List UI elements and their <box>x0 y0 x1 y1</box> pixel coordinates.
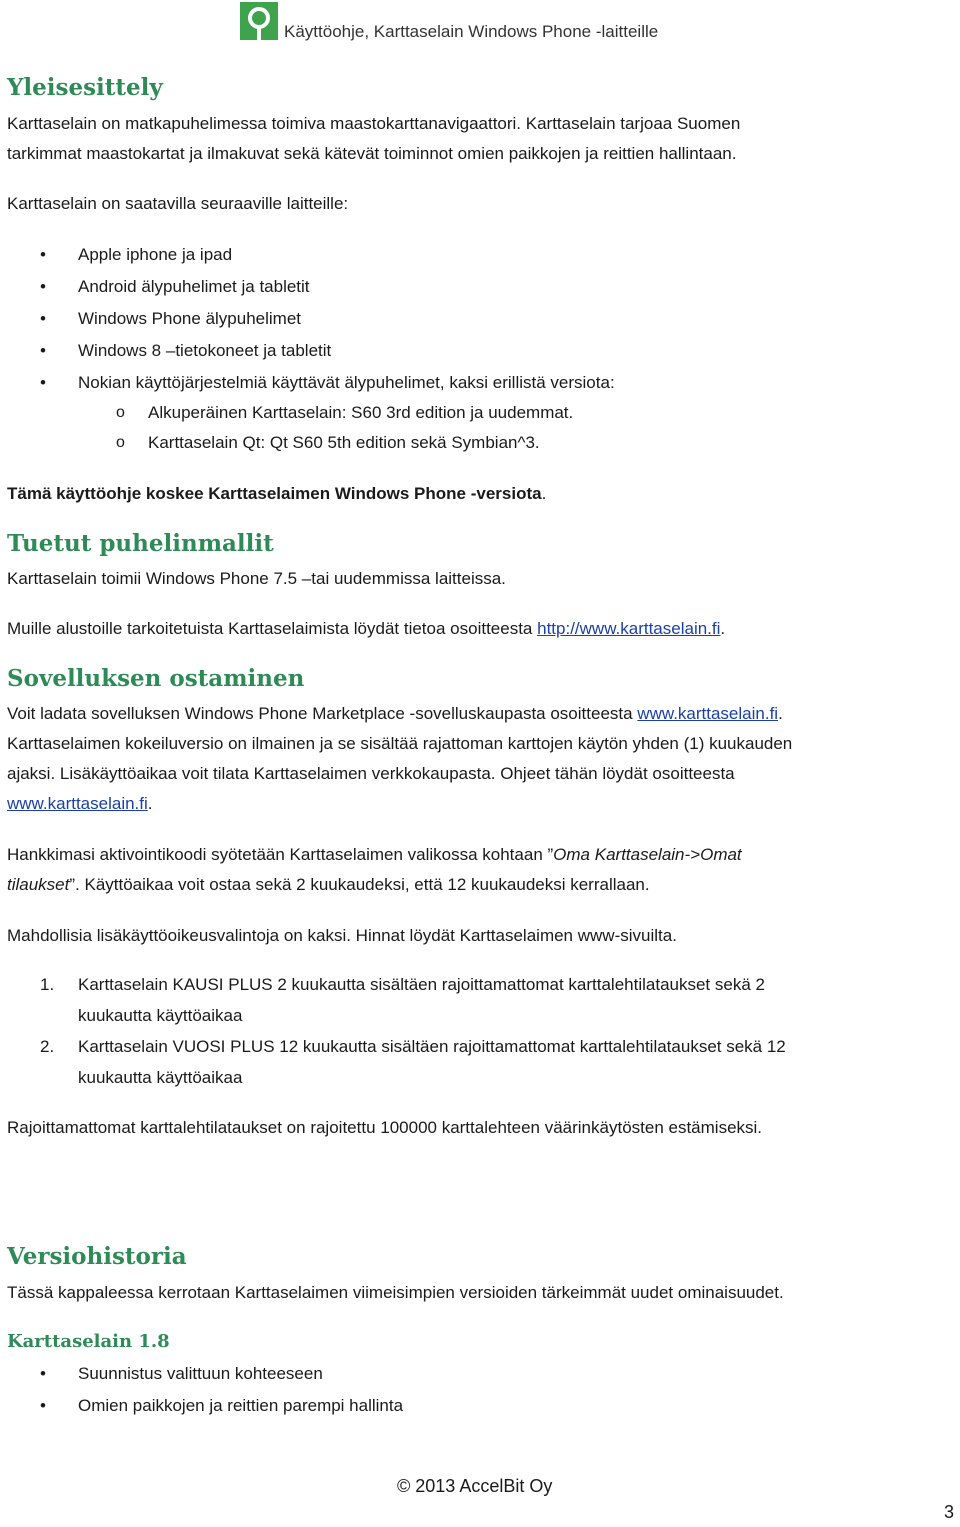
purchase-line-4 <box>7 789 153 819</box>
supported-line-2-end: . <box>720 619 726 638</box>
activation-line-1-italic: Oma Karttaselain->Omat <box>553 845 742 864</box>
option-number: 1. <box>40 975 55 994</box>
list-item <box>0 272 960 302</box>
history-intro: Tässä kappaleessa kerrotaan Karttaselaimen viimeisimpien versioiden tärkeimmät uudet ominaisuudet. <box>7 1283 784 1302</box>
list-item <box>0 240 960 270</box>
availability-paragraph: Karttaselain on saatavilla seuraaville laitteille: <box>7 194 349 213</box>
bullet-icon: • <box>40 309 46 328</box>
purchase-line-1-end: . <box>778 704 783 723</box>
list-item <box>0 1359 960 1389</box>
feature-label: Omien paikkojen ja reittien parempi hallinta <box>78 1396 404 1415</box>
karttaselain-url-link[interactable]: http://www.karttaselain.fi <box>537 619 721 638</box>
device-list <box>0 240 960 460</box>
header <box>0 0 960 50</box>
list-item <box>0 1032 960 1094</box>
device-item-label: Nokian käyttöjärjestelmiä käyttävät älypuhelimet, kaksi erillistä versiota: <box>78 373 615 392</box>
sub-bullet-icon: o <box>116 404 125 421</box>
header-title: Käyttöohje, Karttaselain Windows Phone -laitteille <box>284 22 659 41</box>
limit-note: Rajoittamattomat karttalehtilataukset on rajoitettu 100000 karttalehteen väärinkäytösten estämiseksi. <box>7 1118 763 1137</box>
activation-line-1 <box>7 840 742 870</box>
option-line-2: kuukautta käyttöaikaa <box>78 1068 243 1087</box>
heading-versiohistoria: Versiohistoria <box>7 1243 187 1270</box>
device-item-label: Windows 8 –tietokoneet ja tabletit <box>78 341 332 360</box>
option-line-1: Karttaselain VUOSI PLUS 12 kuukautta sisältäen rajoittamattomat karttalehtilataukset sekä 12 <box>78 1037 786 1056</box>
list-item <box>0 1391 960 1421</box>
options-list <box>0 970 960 1095</box>
scope-note-bold: Tämä käyttöohje koskee Karttaselaimen Windows Phone -versiota <box>7 484 542 503</box>
list-item <box>0 304 960 334</box>
feature-label: Suunnistus valittuun kohteeseen <box>78 1364 323 1383</box>
heading-tuetut-puhelinmallit: Tuetut puhelinmallit <box>7 530 274 557</box>
list-item <box>0 428 960 458</box>
device-item-label: Windows Phone älypuhelimet <box>78 309 302 328</box>
feature-list <box>0 1359 960 1423</box>
purchase-line-2: Karttaselaimen kokeiluversio on ilmainen ja se sisältää rajattoman karttojen käytön yhden (1) kuukauden <box>7 734 793 753</box>
scope-note <box>7 479 546 509</box>
bullet-icon: • <box>40 277 46 296</box>
intro-paragraph-line-1: Karttaselain on matkapuhelimessa toimiva maastokarttanavigaattori. Karttaselain tarjoaa Suomen <box>7 114 741 133</box>
purchase-line-4-end: . <box>147 794 153 813</box>
option-line-2: kuukautta käyttöaikaa <box>78 1006 243 1025</box>
heading-sovelluksen-ostaminen: Sovelluksen ostaminen <box>7 665 305 692</box>
supported-line-2-text: Muille alustoille tarkoitetuista Karttaselaimista löydät tietoa osoitteesta <box>7 619 538 638</box>
nokia-version-label: Alkuperäinen Karttaselain: S60 3rd edition ja uudemmat. <box>148 403 574 422</box>
supported-line-2 <box>7 614 725 644</box>
copyright: © 2013 AccelBit Oy <box>397 1476 553 1496</box>
activation-line-2-text: ”. Käyttöaikaa voit ostaa sekä 2 kuukaudeksi, että 12 kuukaudeksi kerrallaan. <box>69 875 650 894</box>
bullet-icon: • <box>40 245 46 264</box>
heading-yleisesittely: Yleisesittely <box>7 74 163 101</box>
list-item <box>0 970 960 1032</box>
scope-note-end: . <box>541 484 547 503</box>
option-number: 2. <box>40 1037 55 1056</box>
nokia-version-label: Karttaselain Qt: Qt S60 5th edition sekä Symbian^3. <box>148 433 540 452</box>
purchase-line-3: ajaksi. Lisäkäyttöaikaa voit tilata Karttaselaimen verkkokaupasta. Ohjeet tähän löydät osoitteesta <box>7 764 735 783</box>
activation-line-1-text: Hankkimasi aktivointikoodi syötetään Karttaselaimen valikossa kohtaan ” <box>7 845 554 864</box>
bullet-icon: • <box>40 373 46 392</box>
activation-line-2-italic: tilaukset <box>7 875 70 894</box>
option-line-1: Karttaselain KAUSI PLUS 2 kuukautta sisältäen rajoittamattomat karttalehtilataukset sekä 2 <box>78 975 765 994</box>
device-item-label: Android älypuhelimet ja tabletit <box>78 277 310 296</box>
intro-paragraph-line-2: tarkimmat maastokartat ja ilmakuvat sekä kätevät toiminnot omien paikkojen ja reittien hallintaan. <box>7 144 737 163</box>
list-item <box>0 336 960 366</box>
karttaselain-shop-link[interactable]: www.karttaselain.fi <box>7 794 148 813</box>
page-number: 3 <box>944 1502 955 1522</box>
map-pin-icon <box>240 2 278 40</box>
version-heading: Karttaselain 1.8 <box>7 1331 170 1352</box>
supported-line-1: Karttaselain toimii Windows Phone 7.5 –tai uudemmissa laitteissa. <box>7 569 506 588</box>
bullet-icon: • <box>40 341 46 360</box>
bullet-icon: • <box>40 1364 46 1383</box>
sub-bullet-icon: o <box>116 434 125 451</box>
purchase-line-1-text: Voit ladata sovelluksen Windows Phone Marketplace -sovelluskaupasta osoitteesta <box>7 704 638 723</box>
activation-line-2 <box>7 870 650 900</box>
karttaselain-site-link[interactable]: www.karttaselain.fi <box>637 704 779 723</box>
options-intro: Mahdollisia lisäkäyttöoikeusvalintoja on kaksi. Hinnat löydät Karttaselaimen www-sivuilta. <box>7 926 677 945</box>
list-item <box>0 398 960 428</box>
list-item <box>0 368 960 398</box>
bullet-icon: • <box>40 1396 46 1415</box>
purchase-line-1 <box>7 699 783 729</box>
device-item-label: Apple iphone ja ipad <box>78 245 233 264</box>
